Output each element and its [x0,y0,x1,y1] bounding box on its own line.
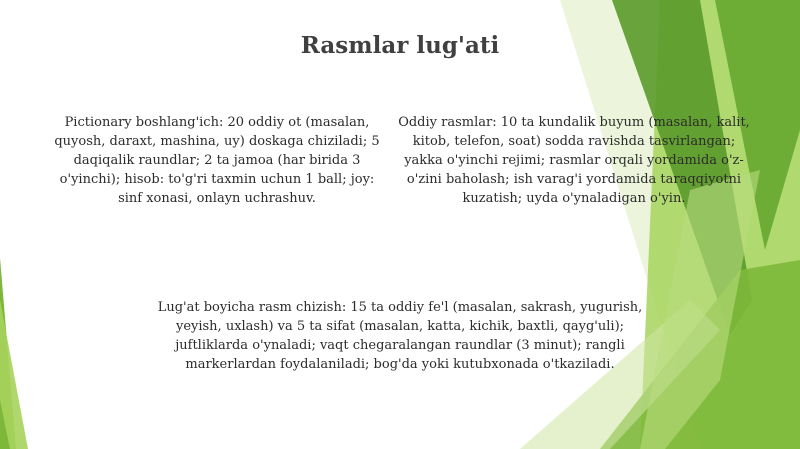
paragraph-right: Oddiy rasmlar: 10 ta kundalik buyum (masalan, kalit, kitob, telefon, soat) sodda ravishda tasvirlangan; yakka o'yinchi rejimi; rasmlar orqali yordamida o'z-o'zini baholash; ish varag'i yordamida taraqqiyotni kuzatish; uyda o'ynaladigan o'yin. [398,115,750,206]
slide-title: Rasmlar lug'ati [300,32,500,59]
paragraph-bottom: Lug'at boyicha rasm chizish: 15 ta oddiy fe'l (masalan, sakrash, yugurish, yeyish, uxlash) va 5 ta sifat (masalan, katta, kichik, baxtli, qayg'uli); juftliklarda o'ynaladi; vaqt chegaralangan raundlar (3 minut); rangli markerlardan foydalaniladi; bog'da yoki kutubxonada o'tkaziladi. [157,300,643,372]
paragraph-left: Pictionary boshlang'ich: 20 oddiy ot (masalan, quyosh, daraxt, mashina, uy) doskaga chiziladi; 5 daqiqalik raundlar; 2 ta jamoa (har birida 3 o'yinchi); hisob: to'g'ri taxmin uchun 1 ball; joy: sinf xonasi, onlayn uchrashuv. [54,115,380,206]
